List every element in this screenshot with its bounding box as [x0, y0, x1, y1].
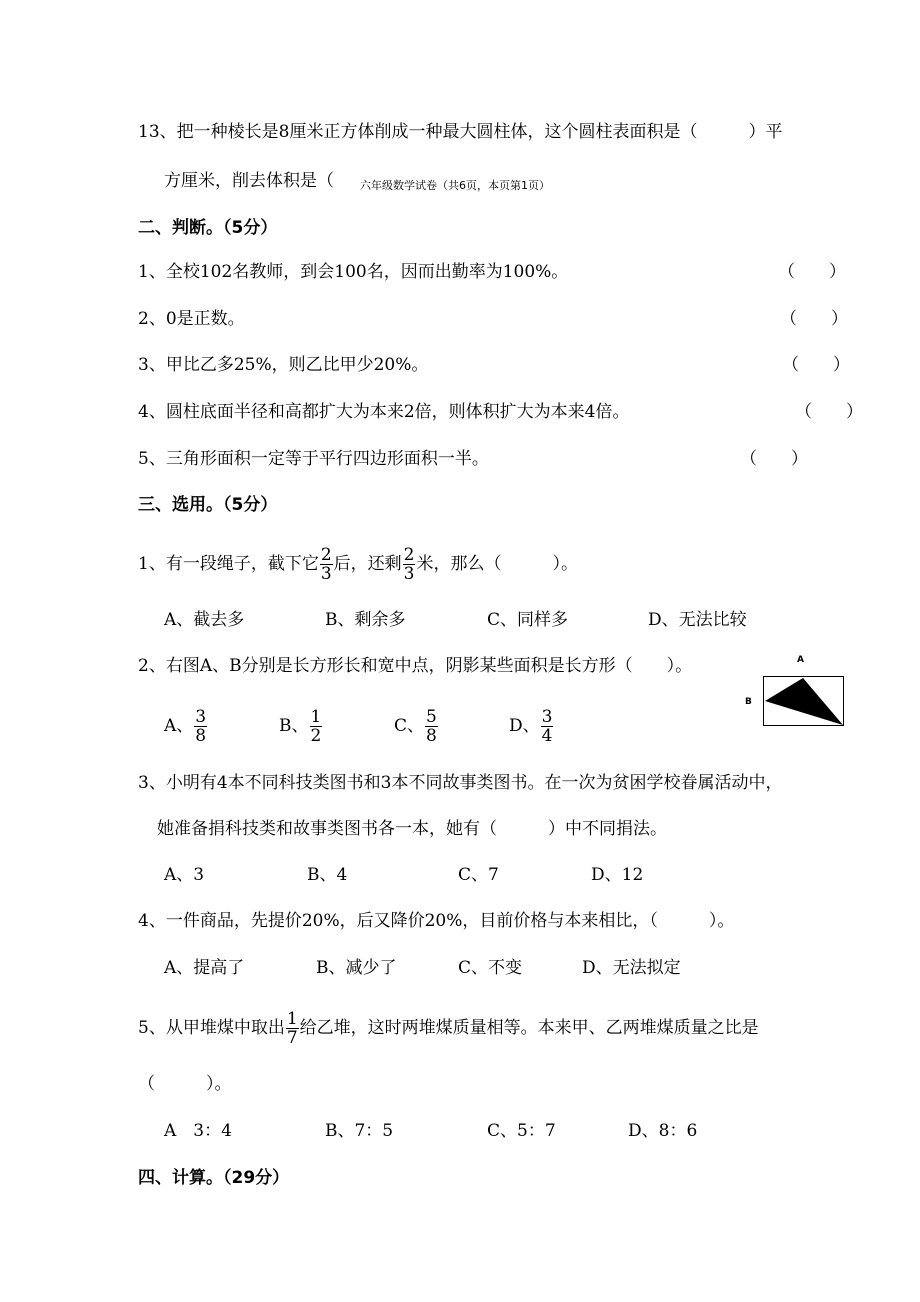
choice-q1-part3: 米，那么（ ）。 [416, 554, 578, 574]
frac-den: 8 [426, 726, 437, 746]
frac-den: 3 [403, 564, 415, 584]
frac-num: 3 [195, 707, 207, 727]
choice-q5-line2: （ ）。 [138, 1074, 232, 1094]
fraction-two-thirds [320, 546, 333, 583]
judge-item-1: 1、全校102名教师，到会100名，因而出勤率为100%。 [138, 262, 569, 282]
choice-q5-part2: 给乙堆，这时两堆煤质量相等。本来甲、乙两堆煤质量之比是 [299, 1018, 759, 1038]
choice-q2-option-d[interactable] [509, 702, 554, 750]
choice-q5-line1 [138, 1004, 759, 1052]
choice-q2-option-c[interactable] [394, 702, 439, 750]
judge-item-3: 3、甲比乙多25%，则乙比甲少20%。 [138, 355, 429, 375]
choice-q5-option-c[interactable]: C、5：7 [487, 1121, 556, 1141]
frac-den: 2 [310, 726, 322, 746]
frac-num: 1 [286, 1009, 298, 1029]
choice-q1-option-b[interactable]: B、剩余多 [325, 610, 406, 630]
choice-q2-option-b[interactable] [279, 702, 323, 750]
q13-line1: 13、把一种棱长是8厘米正方体削成一种最大圆柱体，这个圆柱表面积是（ ）平 [138, 122, 783, 142]
section3-title: 三、选用。（5分） [138, 495, 278, 515]
fraction-one-seventh [286, 1010, 299, 1047]
figure-label-b: B [745, 697, 752, 707]
choice-q4-option-a[interactable]: A、提高了 [164, 958, 245, 978]
choice-q5-option-d[interactable]: D、8：6 [628, 1121, 698, 1141]
judge-item-2: 2、0是正数。 [138, 309, 245, 329]
choice-q1-option-d[interactable]: D、无法比较 [648, 610, 747, 630]
choice-q1-part2: 后，还剩 [333, 554, 402, 574]
section2-title: 二、判断。（5分） [138, 218, 278, 238]
judge-item-5: 5、三角形面积一定等于平行四边形面积一半。 [138, 449, 489, 469]
choice-q1-part1: 1、有一段绳子，截下它 [138, 554, 319, 574]
choice-q4-option-d[interactable]: D、无法拟定 [582, 958, 681, 978]
q13-line2: 方厘米，削去体积是（ [164, 171, 334, 191]
fraction-five-eighths [425, 708, 438, 745]
judge-answer-3[interactable]: （ ） [782, 355, 850, 375]
choice-q3-option-d[interactable]: D、12 [591, 865, 644, 885]
choice-q5-option-a[interactable]: A 3：4 [164, 1121, 232, 1141]
frac-den: 8 [195, 726, 207, 746]
choice-q3-line1: 3、小明有4本不同科技类图书和3本不同故事类图书。在一次为贫困学校眷属活动中， [138, 773, 783, 793]
choice-q1 [138, 540, 578, 588]
option-label: D、 [509, 716, 540, 736]
choice-q3-line2: 她准备捐科技类和故事类图书各一本，她有（ ）中不同捐法。 [157, 819, 667, 839]
frac-num: 5 [426, 707, 437, 727]
choice-q3-option-c[interactable]: C、7 [458, 865, 499, 885]
choice-q1-option-c[interactable]: C、同样多 [487, 610, 569, 630]
choice-q2-option-a[interactable] [164, 702, 208, 750]
frac-den: 3 [320, 564, 332, 584]
frac-den: 4 [541, 726, 553, 746]
option-label: B、 [279, 716, 309, 736]
judge-item-4: 4、圆柱底面半径和高都扩大为本来2倍，则体积扩大为本来4倍。 [138, 402, 630, 422]
choice-q5-part1: 5、从甲堆煤中取出 [138, 1018, 285, 1038]
frac-den: 7 [286, 1028, 298, 1048]
choice-q4-option-b[interactable]: B、减少了 [316, 958, 397, 978]
frac-num: 2 [320, 545, 332, 565]
judge-answer-1[interactable]: （ ） [778, 262, 846, 282]
frac-num: 2 [403, 545, 415, 565]
frac-num: 3 [541, 707, 553, 727]
choice-q4: 4、一件商品，先提价20%，后又降价20%，目前价格与本来相比，（ ）。 [138, 911, 735, 931]
judge-answer-2[interactable]: （ ） [780, 309, 848, 329]
fraction-three-eighths [194, 708, 207, 745]
choice-q3-option-a[interactable]: A、3 [164, 865, 205, 885]
judge-answer-5[interactable]: （ ） [740, 449, 808, 469]
choice-q3-option-b[interactable]: B、4 [307, 865, 348, 885]
page-footer-note: 六年级数学试卷（共6页，本页第1页） [360, 179, 550, 192]
choice-q5-option-b[interactable]: B、7：5 [325, 1121, 394, 1141]
choice-q2: 2、右图A、B分别是长方形长和宽中点，阴影某些面积是长方形（ ）。 [138, 656, 693, 676]
fraction-three-quarters [541, 708, 554, 745]
fraction-two-thirds-2 [403, 546, 416, 583]
choice-q4-option-c[interactable]: C、不变 [458, 958, 523, 978]
option-label: A、 [164, 716, 194, 736]
choice-q1-option-a[interactable]: A、截去多 [164, 610, 245, 630]
option-label: C、 [394, 716, 425, 736]
figure-label-a: A [797, 655, 804, 665]
rectangle-figure [763, 676, 845, 728]
judge-answer-4[interactable]: （ ） [795, 402, 863, 422]
frac-num: 1 [310, 707, 322, 727]
fraction-one-half [310, 708, 323, 745]
section4-title: 四、计算。（29分） [138, 1168, 290, 1188]
